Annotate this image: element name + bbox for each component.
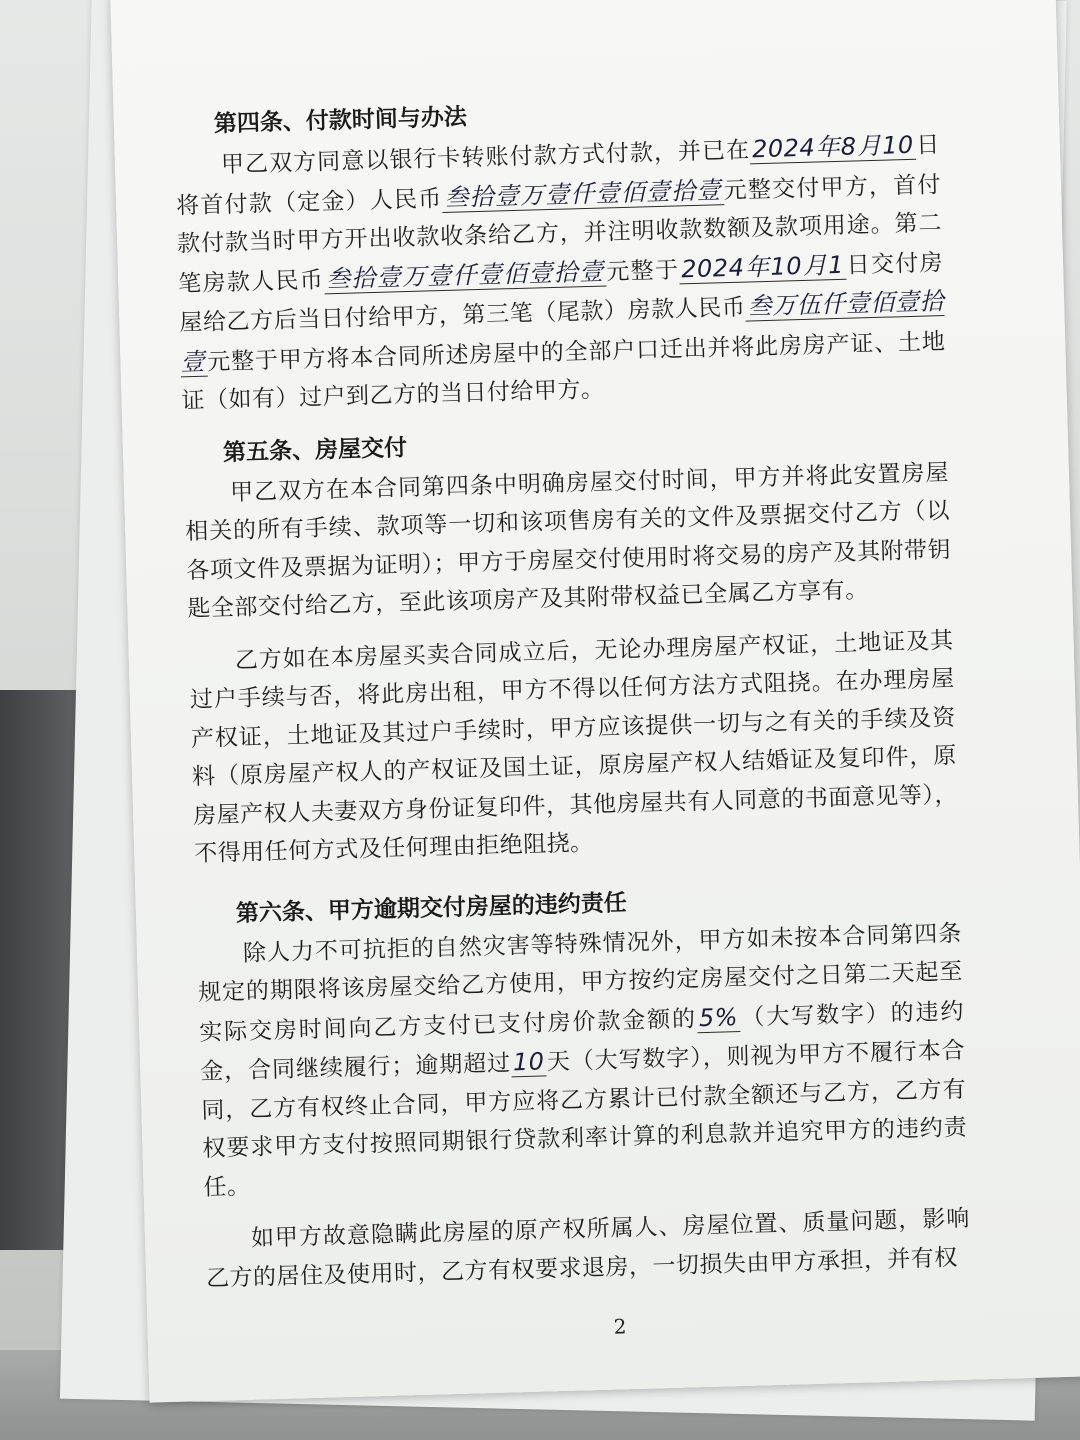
handwritten-date-2: 2024年10月1 (679, 250, 846, 284)
section6-text-3: 天（大写数字），则视为甲方不履行本合同，乙方有权终止合同，甲方应将乙方累计已付款全额还与乙方，乙方有权要求甲方支付按照同期银行贷款利率计算的利息款并追究甲方的违约责任。 (201, 1037, 968, 1201)
section4-text-5: 日交付房屋给乙方后当日付给甲方，第三笔（尾款）房款人民币 (179, 249, 944, 337)
section4-text-4: 元整于 (606, 256, 680, 285)
handwritten-amount-1: 叁拾壹万壹仟壹佰壹拾壹 (442, 176, 724, 213)
handwritten-days: 10 (511, 1047, 547, 1077)
contract-text (173, 85, 971, 1312)
section6-text-1: 除人力不可抗拒的自然灾害等特殊情况外，甲方如未按本合同第四条规定的期限将该房屋交给乙方使用，甲方按约定房屋交付之日第二天起至实际交房时间向乙方支付已支付房价款金额的 (197, 920, 964, 1046)
section5-heading: 第五条、房屋交付 (222, 434, 408, 466)
section4-text-6: 元整于甲方将本合同所述房屋中的全部户口迁出并将此房房产证、土地证（如有）过户到乙方的当日付给甲方。 (181, 328, 946, 415)
section6-paragraph-1 (197, 914, 969, 1207)
contract-page (110, 0, 1080, 1403)
handwritten-amount-3: 叁万伍仟壹佰壹拾壹 (180, 287, 945, 376)
section4-heading: 第四条、付款时间与办法 (213, 104, 468, 138)
section5-paragraph-1: 甲乙双方在本合同第四条中明确房屋交付时间，甲方并将此安置房屋相关的所有手续、款项等一切和该项售房有关的文件及票据交付乙方（以各项文件及票据为证明）；甲方于房屋交付使用时将交易的房产及其附带钥匙全部交付给乙方，至此该项房产及其附带权益已全属乙方享有。 (184, 459, 952, 623)
handwritten-percent: 5% (697, 1003, 741, 1033)
handwritten-amount-2: 叁拾壹万壹仟壹佰壹拾壹 (324, 257, 607, 294)
section4-text-3: 元整交付甲方，首付款付款当时甲方开出收款收条给乙方，并注明收款数额及款项用途。第二笔房款人民币 (176, 171, 943, 297)
page-number: 2 (613, 1314, 627, 1339)
section6-paragraph-2: 如甲方故意隐瞒此房屋的原产权所属人、房屋位置、质量问题，影响乙方的居住及使用时，乙方有权要求退房，一切损失由甲方承担，并有权 (205, 1205, 971, 1292)
section6-heading: 第六条、甲方逾期交付房屋的违约责任 (235, 889, 628, 927)
section4-paragraph (174, 125, 946, 421)
section4-text-1: 甲乙双方同意以银行卡转账付款方式付款，并已在 (220, 137, 751, 179)
section6-text-2: （大写数字）的违约金，合同继续履行；逾期超过 (199, 998, 965, 1086)
section4-text-2: 日将首付款（定金）人民币 (175, 132, 941, 219)
handwritten-date-1: 2024年8月10 (750, 131, 916, 165)
section5-paragraph-2: 乙方如在本房屋买卖合同成立后，无论办理房屋产权证，土地证及其过户手续与否，将此房出租，甲方不得以任何方法方式阻挠。在办理房屋产权证，土地证及其过户手续时，甲方应该提供一切与之有关的手续及资料（原房屋产权人的产权证及国土证，原房屋产权人结婚证及复印件，原房屋产权人夫妻双方身份证复印件，其他房屋共有人同意的书面意见等），不得用任何方式及任何理由拒绝阻挠。 (189, 627, 959, 868)
